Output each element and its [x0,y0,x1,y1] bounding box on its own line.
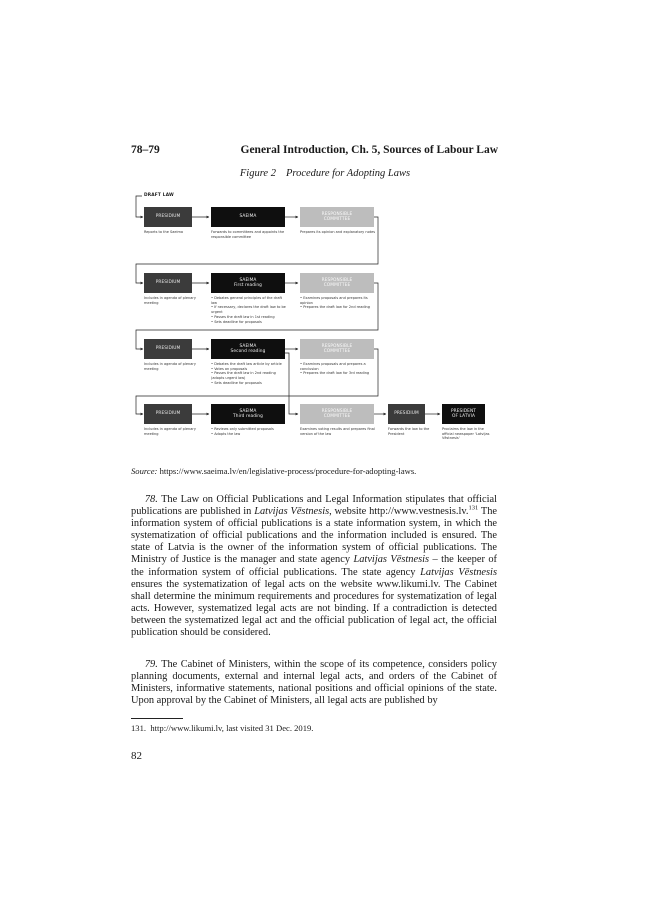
row4-presidium-desc: Includes in agenda of plenary meeting [144,427,196,436]
figure-number: Figure 2 [239,168,276,179]
row2-presidium-desc: Includes in agenda of plenary meeting [144,296,196,305]
row2-presidium-box: PRESIDIUM [144,273,192,293]
row4-presidium-box: PRESIDIUM [144,404,192,424]
row3-saeima-desc: • Debates the draft law article by article • Votes on proposals • Passes the draft law in 2nd reading (adopts urgent law) • Sets deadline for proposals [211,362,287,386]
row4-saeima-box: SAEIMA Third reading [211,404,285,424]
row3-presidium-box: PRESIDIUM [144,339,192,359]
president-of-latvia-box: PRESIDENT OF LATVIA [442,404,485,424]
figure-caption [0,168,650,179]
source-label: Source: [131,466,158,476]
footnote-ref-131: 131 [468,504,479,512]
row1-presidium-desc: Reports to the Saeima [144,230,184,234]
president-desc: Proclaims the law in the official newspaper 'Latvijas Vēstnesis' [442,427,490,441]
row2-committee-box: RESPONSIBLE COMMITTEE [300,273,374,293]
row1-saeima-box: SAEIMA [211,207,285,227]
section-range: 78–79 [131,144,160,156]
figure-source [131,466,416,476]
draft-law-label: DRAFT LAW [144,193,174,198]
row4-committee-box: RESPONSIBLE COMMITTEE [300,404,374,424]
row4-saeima-desc: • Reviews only submitted proposals • Adopts the law [211,427,289,436]
row4-presidium2-box: PRESIDIUM [388,404,425,424]
source-url: https://www.saeima.lv/en/legislative-process/procedure-for-adopting-laws. [159,466,417,476]
row1-committee-box: RESPONSIBLE COMMITTEE [300,207,374,227]
row3-presidium-desc: Includes in agenda of plenary meeting [144,362,196,371]
row2-saeima-desc: • Debates general principles of the draft law • If necessary, declares the draft law to be urgent • Passes the draft law in 1st reading • Sets deadline for proposals [211,296,287,324]
running-title: General Introduction, Ch. 5, Sources of Labour Law [240,144,498,156]
row4-committee-desc: Examines voting results and prepares final version of the law [300,427,375,436]
row3-committee-box: RESPONSIBLE COMMITTEE [300,339,374,359]
row2-committee-desc: • Examines proposals and prepares its opinion • Prepares the draft law for 2nd reading [300,296,378,310]
figure-title: Procedure for Adopting Laws [285,168,411,179]
paragraph-78: 78. The Law on Official Publications and Legal Information stipulates that official publications are published in Latvijas Vēstnesis, website http://www.vestnesis.lv.$^{131}$ The information system of official publications is a state information system, in which the systematization of official publications and the information included is ensured. The state of Latvia is the owner of the information system of official publications. The Ministry of Justice is the manager and state agency Latvijas Vēstnesis – the keeper of the information system of official publications. The state agency Latvijas Vēstnesis ensures the systematization of legal acts on the website www.likumi.lv. The Cabinet shall determine the minimum requirements and procedures for systematization of legal acts. However, systematized legal acts are not binding. If a contradiction is detected between the systematized legal act and the official publication of legal act, the official publication should be considered. [131,494,498,639]
row4-presidium2-desc: Forwards the law to the President [388,427,430,436]
footnote-rule [131,718,183,719]
paragraph-number: 78. [144,494,158,505]
footnote-131: 131. http://www.likumi.lv, last visited 31 Dec. 2019. [131,723,314,733]
row2-saeima-box: SAEIMA First reading [211,273,285,293]
page-number: 82 [131,750,142,762]
row1-committee-desc: Prepares its opinion and explanatory notes [300,230,376,234]
row1-presidium-box: PRESIDIUM [144,207,192,227]
row3-committee-desc: • Examines proposals and prepares a conclusion • Prepares the draft law for 3rd reading [300,362,378,376]
procedure-diagram [125,190,505,450]
row3-saeima-box: SAEIMA Second reading [211,339,285,359]
row1-saeima-desc: Forwards to committees and appoints the responsible committee [211,230,285,239]
draft-entry-line [136,196,143,217]
paragraph-number: 79. [144,659,158,670]
paragraph-79: 79. The Cabinet of Ministers, within the scope of its competence, considers policy planning documents, external and internal legal acts, and orders of the Cabinet of Ministers, informative statements, national positions and official opinions of the state. Upon approval by the Cabinet of Ministers, all legal acts are published by [131,659,497,707]
